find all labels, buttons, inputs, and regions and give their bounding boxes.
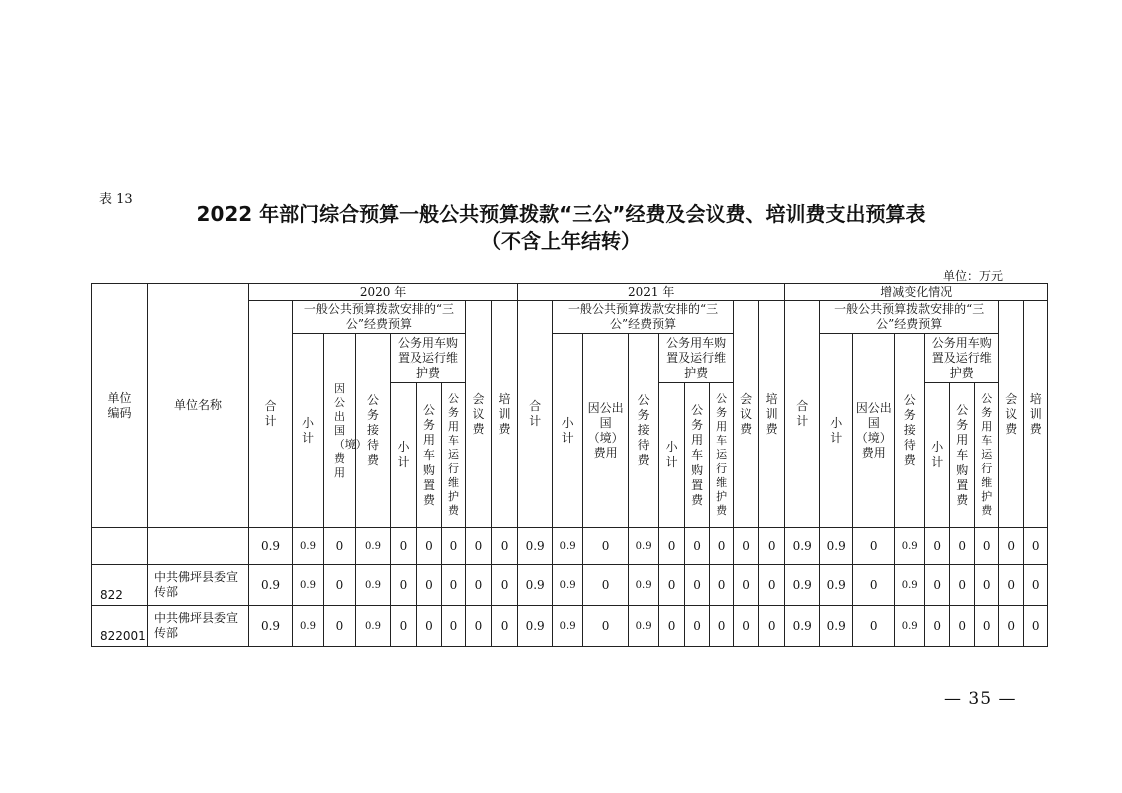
value-cell: 0.9 [293,565,324,606]
header-subtotal: 小计 [820,334,853,528]
header-unit-name: 单位名称 [148,284,249,528]
value-cell: 0 [734,565,759,606]
value-cell: 0 [1024,565,1048,606]
value-cell: 0 [492,528,518,565]
value-cell: 0 [417,565,442,606]
value-cell: 0 [583,565,629,606]
page-subtitle: （不含上年结转） [481,229,641,253]
value-cell: 0 [710,528,734,565]
value-cell: 0 [659,606,685,647]
value-cell: 0.9 [553,565,583,606]
header-year-2021: 2021 年 [518,284,785,301]
value-cell: 0 [950,528,975,565]
value-cell: 0 [759,528,785,565]
value-cell: 0.9 [895,565,925,606]
unit-code-cell [92,528,148,565]
value-cell: 0 [853,606,895,647]
value-cell: 0.9 [518,565,553,606]
value-cell: 0 [975,565,999,606]
table-row [92,606,1048,647]
header-vehicle-group: 公务用车购置及运行维护费 [925,334,999,383]
header-training: 培训费 [492,301,518,528]
header-reception: 公务接待费 [629,334,659,528]
header-sangong-group: 一般公共预算拨款安排的“三公”经费预算 [553,301,734,334]
header-total: 合计 [249,301,293,528]
header-vehicle-group: 公务用车购置及运行维护费 [391,334,466,383]
value-cell: 0.9 [518,606,553,647]
header-reception: 公务接待费 [895,334,925,528]
value-cell: 0 [466,528,492,565]
header-abroad: 因公出国（境）费用 [853,334,895,528]
value-cell: 0.9 [356,565,391,606]
unit-name-cell: 中共佛坪县委宣传部 [148,565,249,606]
value-cell: 0 [734,528,759,565]
value-cell: 0.9 [293,528,324,565]
value-cell: 0.9 [553,528,583,565]
value-cell: 0 [492,565,518,606]
header-training: 培训费 [1024,301,1048,528]
header-vehicle-subtotal: 小计 [659,383,685,528]
value-cell: 0.9 [820,528,853,565]
table-row [92,565,1048,606]
value-cell: 0 [759,606,785,647]
value-cell: 0.9 [820,565,853,606]
value-cell: 0.9 [785,528,820,565]
value-cell: 0 [417,528,442,565]
value-cell: 0.9 [895,528,925,565]
value-cell: 0.9 [249,606,293,647]
value-cell: 0 [324,606,356,647]
value-cell: 0 [734,606,759,647]
value-cell: 0 [659,528,685,565]
value-cell: 0 [1024,606,1048,647]
value-cell: 0.9 [249,565,293,606]
page-number: — 35 — [944,689,1017,709]
value-cell: 0 [583,606,629,647]
budget-table [91,283,1048,647]
value-cell: 0.9 [356,606,391,647]
value-cell: 0 [925,606,950,647]
value-cell: 0 [925,565,950,606]
header-sangong-group: 一般公共预算拨款安排的“三公”经费预算 [820,301,999,334]
header-vehicle-purchase: 公务用车购置费 [950,383,975,528]
header-vehicle-purchase: 公务用车购置费 [417,383,442,528]
value-cell: 0 [659,565,685,606]
value-cell: 0 [710,606,734,647]
value-cell: 0 [442,528,466,565]
header-reception: 公务接待费 [356,334,391,528]
value-cell: 0 [710,565,734,606]
header-abroad: 因公出国（境）费用 [583,334,629,528]
header-vehicle-group: 公务用车购置及运行维护费 [659,334,734,383]
value-cell: 0.9 [518,528,553,565]
table-number: 表 13 [99,192,133,207]
header-subtotal: 小计 [293,334,324,528]
value-cell: 0.9 [629,565,659,606]
header-vehicle-operation: 公务用车运行维护费 [975,383,999,528]
value-cell: 0 [759,565,785,606]
value-cell: 0 [391,606,417,647]
unit-code-cell: 822 [92,565,148,606]
header-vehicle-purchase: 公务用车购置费 [685,383,710,528]
value-cell: 0 [975,606,999,647]
value-cell: 0 [442,565,466,606]
unit-label: 单位：万元 [943,269,1004,283]
header-vehicle-subtotal: 小计 [391,383,417,528]
header-meeting: 会议费 [734,301,759,528]
header-vehicle-operation: 公务用车运行维护费 [442,383,466,528]
value-cell: 0.9 [820,606,853,647]
value-cell: 0 [975,528,999,565]
header-subtotal: 小计 [553,334,583,528]
value-cell: 0.9 [629,528,659,565]
header-total: 合计 [785,301,820,528]
table-row [92,528,1048,565]
value-cell: 0.9 [356,528,391,565]
value-cell: 0 [466,565,492,606]
value-cell: 0 [324,565,356,606]
value-cell: 0 [685,606,710,647]
header-meeting: 会议费 [466,301,492,528]
value-cell: 0 [417,606,442,647]
unit-code-cell: 822001 [92,606,148,647]
value-cell: 0 [391,528,417,565]
value-cell: 0 [853,565,895,606]
value-cell: 0 [853,528,895,565]
page-title: 2022 年部门综合预算一般公共预算拨款“三公”经费及会议费、培训费支出预算表 [196,202,926,226]
value-cell: 0.9 [785,606,820,647]
header-sangong-group: 一般公共预算拨款安排的“三公”经费预算 [293,301,466,334]
value-cell: 0.9 [249,528,293,565]
value-cell: 0 [950,606,975,647]
value-cell: 0 [466,606,492,647]
value-cell: 0 [583,528,629,565]
value-cell: 0 [685,528,710,565]
value-cell: 0 [999,528,1024,565]
header-change: 增减变化情况 [785,284,1048,301]
value-cell: 0 [685,565,710,606]
value-cell: 0 [391,565,417,606]
header-vehicle-operation: 公务用车运行维护费 [710,383,734,528]
value-cell: 0.9 [553,606,583,647]
header-abroad: 因公出国（境）费用 [324,334,356,528]
unit-name-cell: 中共佛坪县委宣传部 [148,606,249,647]
value-cell: 0.9 [629,606,659,647]
header-unit-code: 单位编码 [92,284,148,528]
value-cell: 0.9 [293,606,324,647]
value-cell: 0 [492,606,518,647]
value-cell: 0.9 [785,565,820,606]
header-meeting: 会议费 [999,301,1024,528]
value-cell: 0 [324,528,356,565]
header-year-2020: 2020 年 [249,284,518,301]
unit-name-cell [148,528,249,565]
value-cell: 0 [442,606,466,647]
value-cell: 0 [1024,528,1048,565]
value-cell: 0 [950,565,975,606]
header-training: 培训费 [759,301,785,528]
value-cell: 0 [925,528,950,565]
value-cell: 0.9 [895,606,925,647]
value-cell: 0 [999,565,1024,606]
header-vehicle-subtotal: 小计 [925,383,950,528]
header-total: 合计 [518,301,553,528]
value-cell: 0 [999,606,1024,647]
